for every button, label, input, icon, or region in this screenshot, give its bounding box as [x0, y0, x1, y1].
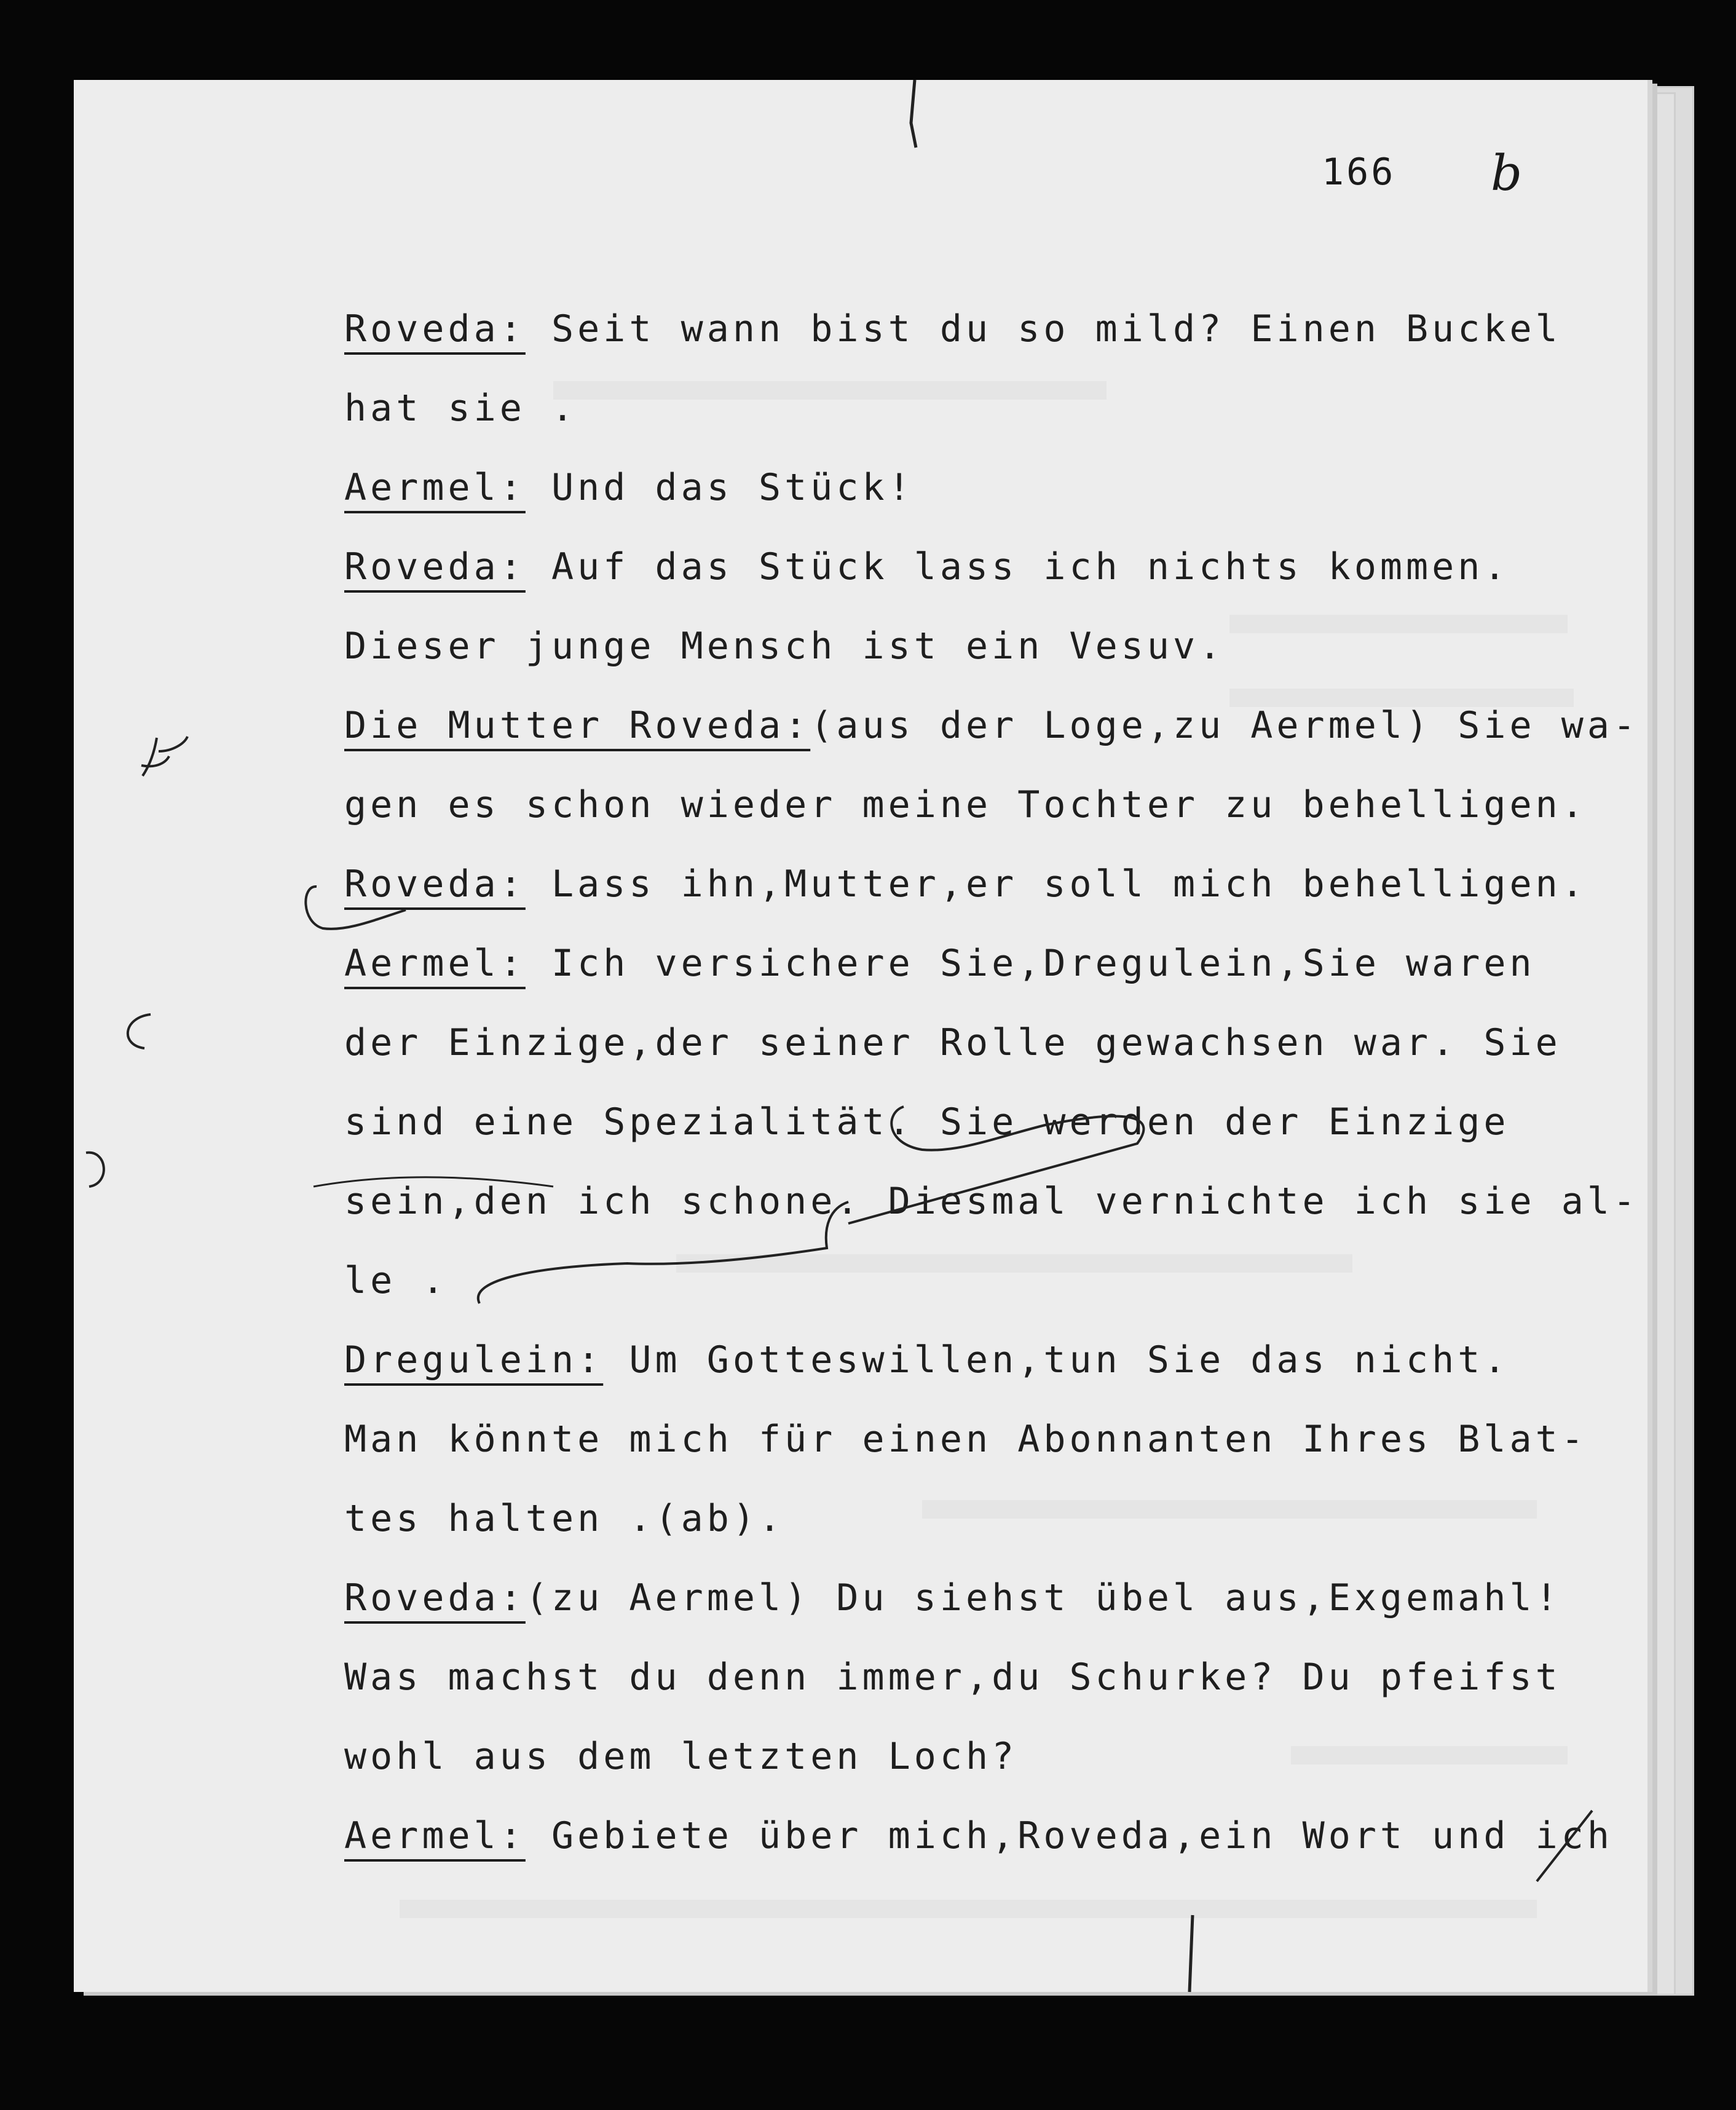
dialogue-text: Und das Stück!: [525, 466, 914, 509]
dialogue-text: Lass ihn,Mutter,er soll mich behelligen.: [525, 863, 1587, 906]
page-number-suffix: b: [1491, 144, 1523, 202]
speaker-name: Roveda:: [344, 307, 526, 350]
dialogue-text: der Einzige,der seiner Rolle gewachsen war. Sie: [344, 1021, 1561, 1064]
speaker-name: Dregulein:: [344, 1338, 604, 1381]
typed-line: [344, 942, 1536, 985]
speaker-name: Aermel:: [344, 466, 526, 509]
dialogue-text: (aus der Loge,zu Aermel) Sie wa-: [810, 704, 1639, 747]
dialogue-text: tes halten .(ab).: [344, 1497, 785, 1540]
typed-line: [344, 1259, 448, 1302]
typed-line: [344, 1021, 1561, 1064]
speaker-name: Roveda:: [344, 1576, 526, 1619]
speaker-name: Die Mutter Roveda:: [344, 704, 811, 747]
typed-line: [344, 1180, 1639, 1223]
bleed-through-mark: [1291, 1746, 1568, 1764]
bleed-through-mark: [676, 1254, 1352, 1273]
dialogue-text: (zu Aermel) Du siehst übel aus,Exgemahl!: [525, 1576, 1561, 1619]
typed-line: [344, 1576, 1561, 1619]
typed-line: [344, 466, 914, 509]
dialogue-text: gen es schon wieder meine Tochter zu behelligen.: [344, 783, 1587, 826]
dialogue-text: Um Gotteswillen,tun Sie das nicht.: [603, 1338, 1510, 1381]
typed-line: [344, 783, 1587, 826]
dialogue-text: Was machst du denn immer,du Schurke? Du pfeifst: [344, 1656, 1561, 1699]
page-number: 166: [1322, 151, 1396, 194]
typed-line: [344, 1735, 1018, 1778]
speaker-name: Aermel:: [344, 1814, 526, 1857]
dialogue-text: hat sie .: [344, 387, 578, 430]
dialogue-text: wohl aus dem letzten Loch?: [344, 1735, 1018, 1778]
dialogue-text: le .: [344, 1259, 448, 1302]
bleed-through-mark: [1229, 615, 1568, 633]
dialogue-text: sind eine Spezialität. Sie werden der Einzige: [344, 1100, 1510, 1144]
typed-line: [344, 1656, 1561, 1699]
typed-line: [344, 625, 1225, 668]
typed-line: [344, 1100, 1510, 1144]
speaker-name: Roveda:: [344, 545, 526, 588]
dialogue-text: Seit wann bist du so mild? Einen Buckel: [525, 307, 1561, 350]
speaker-name: Roveda:: [344, 863, 526, 906]
bleed-through-mark: [922, 1500, 1537, 1519]
typed-line: [344, 545, 1510, 588]
dialogue-text: Gebiete über mich,Roveda,ein Wort und ich: [525, 1814, 1614, 1857]
bleed-through-mark: [553, 381, 1107, 400]
typed-line: [344, 307, 1561, 350]
dialogue-text: Ich versichere Sie,Dregulein,Sie waren: [525, 942, 1536, 985]
typed-line: [344, 1418, 1587, 1461]
typed-line: [344, 863, 1587, 906]
typed-line: [344, 387, 578, 430]
dialogue-text: Auf das Stück lass ich nichts kommen.: [525, 545, 1510, 588]
typed-line: [344, 704, 1639, 747]
bleed-through-mark: [400, 1900, 1537, 1918]
dialogue-text: sein,den ich schone. Diesmal vernichte ich sie al-: [344, 1180, 1639, 1223]
typed-line: [344, 1497, 785, 1540]
typed-line: [344, 1814, 1614, 1857]
dialogue-text: Dieser junge Mensch ist ein Vesuv.: [344, 625, 1225, 668]
speaker-name: Aermel:: [344, 942, 526, 985]
dialogue-text: Man könnte mich für einen Abonnanten Ihres Blat-: [344, 1418, 1587, 1461]
typed-line: [344, 1338, 1510, 1381]
